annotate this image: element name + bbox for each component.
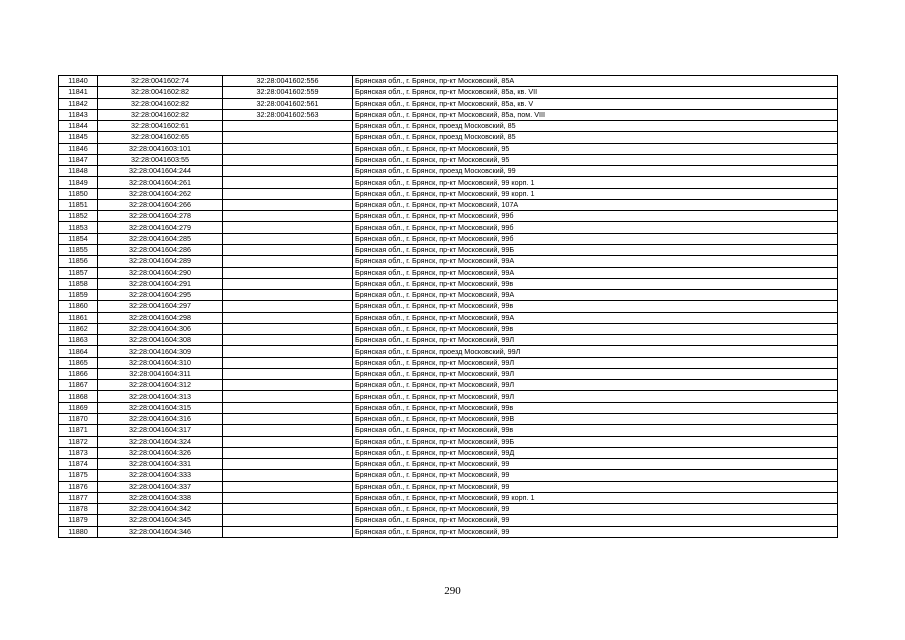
- table-row: [59, 481, 838, 492]
- table-row: [59, 357, 838, 368]
- address-cell: Брянская обл., г. Брянск, пр-кт Московский, 99А: [353, 256, 838, 267]
- parent-cadastral-number-cell: 32:28:0041602:561: [223, 98, 353, 109]
- cadastral-number-cell: 32:28:0041604:331: [98, 459, 223, 470]
- address-cell: Брянская обл., г. Брянск, пр-кт Московский, 99: [353, 470, 838, 481]
- table-row: [59, 188, 838, 199]
- parent-cadastral-number-cell: [223, 233, 353, 244]
- row-number-cell: 11857: [59, 267, 98, 278]
- parent-cadastral-number-cell: [223, 211, 353, 222]
- cadastral-number-cell: 32:28:0041604:291: [98, 278, 223, 289]
- parent-cadastral-number-cell: [223, 222, 353, 233]
- cadastral-number-cell: 32:28:0041604:326: [98, 447, 223, 458]
- parent-cadastral-number-cell: [223, 323, 353, 334]
- cadastral-number-cell: 32:28:0041604:312: [98, 380, 223, 391]
- table-row: [59, 312, 838, 323]
- parent-cadastral-number-cell: [223, 301, 353, 312]
- row-number-cell: 11862: [59, 323, 98, 334]
- cadastral-number-cell: 32:28:0041604:316: [98, 413, 223, 424]
- parent-cadastral-number-cell: [223, 357, 353, 368]
- table-row: [59, 244, 838, 255]
- table-row: [59, 199, 838, 210]
- table-row: [59, 222, 838, 233]
- parent-cadastral-number-cell: 32:28:0041602:563: [223, 109, 353, 120]
- parent-cadastral-number-cell: [223, 470, 353, 481]
- table-row: [59, 413, 838, 424]
- table-row: [59, 335, 838, 346]
- cadastral-number-cell: 32:28:0041604:338: [98, 492, 223, 503]
- table-row: [59, 143, 838, 154]
- row-number-cell: 11842: [59, 98, 98, 109]
- parent-cadastral-number-cell: [223, 143, 353, 154]
- table-row: [59, 132, 838, 143]
- address-cell: Брянская обл., г. Брянск, пр-кт Московский, 99б: [353, 211, 838, 222]
- parent-cadastral-number-cell: [223, 256, 353, 267]
- address-cell: Брянская обл., г. Брянск, проезд Московский, 85: [353, 121, 838, 132]
- address-cell: Брянская обл., г. Брянск, пр-кт Московский, 99б: [353, 222, 838, 233]
- parent-cadastral-number-cell: [223, 199, 353, 210]
- registry-table-body: [59, 76, 838, 538]
- row-number-cell: 11865: [59, 357, 98, 368]
- cadastral-number-cell: 32:28:0041604:285: [98, 233, 223, 244]
- parent-cadastral-number-cell: [223, 436, 353, 447]
- row-number-cell: 11856: [59, 256, 98, 267]
- row-number-cell: 11841: [59, 87, 98, 98]
- cadastral-number-cell: 32:28:0041604:297: [98, 301, 223, 312]
- address-cell: Брянская обл., г. Брянск, пр-кт Московский, 99в: [353, 323, 838, 334]
- address-cell: Брянская обл., г. Брянск, пр-кт Московский, 99: [353, 504, 838, 515]
- cadastral-number-cell: 32:28:0041604:310: [98, 357, 223, 368]
- row-number-cell: 11872: [59, 436, 98, 447]
- parent-cadastral-number-cell: [223, 166, 353, 177]
- parent-cadastral-number-cell: [223, 177, 353, 188]
- table-row: [59, 402, 838, 413]
- parent-cadastral-number-cell: [223, 346, 353, 357]
- row-number-cell: 11851: [59, 199, 98, 210]
- table-row: [59, 290, 838, 301]
- address-cell: Брянская обл., г. Брянск, пр-кт Московский, 99б: [353, 233, 838, 244]
- row-number-cell: 11855: [59, 244, 98, 255]
- row-number-cell: 11873: [59, 447, 98, 458]
- table-row: [59, 346, 838, 357]
- row-number-cell: 11845: [59, 132, 98, 143]
- row-number-cell: 11853: [59, 222, 98, 233]
- parent-cadastral-number-cell: [223, 244, 353, 255]
- row-number-cell: 11869: [59, 402, 98, 413]
- table-row: [59, 301, 838, 312]
- cadastral-number-cell: 32:28:0041604:290: [98, 267, 223, 278]
- table-row: [59, 76, 838, 87]
- parent-cadastral-number-cell: [223, 492, 353, 503]
- row-number-cell: 11861: [59, 312, 98, 323]
- address-cell: Брянская обл., г. Брянск, пр-кт Московский, 99: [353, 459, 838, 470]
- table-row: [59, 380, 838, 391]
- address-cell: Брянская обл., г. Брянск, проезд Московский, 85: [353, 132, 838, 143]
- address-cell: Брянская обл., г. Брянск, пр-кт Московский, 99в: [353, 402, 838, 413]
- row-number-cell: 11858: [59, 278, 98, 289]
- cadastral-number-cell: 32:28:0041602:65: [98, 132, 223, 143]
- row-number-cell: 11850: [59, 188, 98, 199]
- page-number: 290: [444, 585, 461, 597]
- cadastral-number-cell: 32:28:0041602:61: [98, 121, 223, 132]
- parent-cadastral-number-cell: 32:28:0041602:556: [223, 76, 353, 87]
- address-cell: Брянская обл., г. Брянск, пр-кт Московский, 99в: [353, 301, 838, 312]
- address-cell: Брянская обл., г. Брянск, пр-кт Московский, 99Л: [353, 335, 838, 346]
- address-cell: Брянская обл., г. Брянск, пр-кт Московский, 99: [353, 515, 838, 526]
- table-row: [59, 425, 838, 436]
- cadastral-number-cell: 32:28:0041604:309: [98, 346, 223, 357]
- table-row: [59, 177, 838, 188]
- address-cell: Брянская обл., г. Брянск, пр-кт Московский, 95: [353, 143, 838, 154]
- address-cell: Брянская обл., г. Брянск, пр-кт Московский, 99А: [353, 290, 838, 301]
- parent-cadastral-number-cell: [223, 267, 353, 278]
- table-row: [59, 459, 838, 470]
- parent-cadastral-number-cell: [223, 447, 353, 458]
- address-cell: Брянская обл., г. Брянск, пр-кт Московский, 85а, кв. VII: [353, 87, 838, 98]
- parent-cadastral-number-cell: [223, 368, 353, 379]
- cadastral-number-cell: 32:28:0041603:101: [98, 143, 223, 154]
- cadastral-number-cell: 32:28:0041604:306: [98, 323, 223, 334]
- row-number-cell: 11868: [59, 391, 98, 402]
- row-number-cell: 11877: [59, 492, 98, 503]
- row-number-cell: 11852: [59, 211, 98, 222]
- cadastral-number-cell: 32:28:0041604:286: [98, 244, 223, 255]
- row-number-cell: 11843: [59, 109, 98, 120]
- address-cell: Брянская обл., г. Брянск, пр-кт Московский, 99 корп. 1: [353, 188, 838, 199]
- cadastral-number-cell: 32:28:0041604:295: [98, 290, 223, 301]
- table-row: [59, 154, 838, 165]
- address-cell: Брянская обл., г. Брянск, пр-кт Московский, 99А: [353, 267, 838, 278]
- address-cell: Брянская обл., г. Брянск, пр-кт Московский, 85а, кв. V: [353, 98, 838, 109]
- address-cell: Брянская обл., г. Брянск, пр-кт Московский, 99А: [353, 312, 838, 323]
- row-number-cell: 11876: [59, 481, 98, 492]
- row-number-cell: 11880: [59, 526, 98, 537]
- cadastral-number-cell: 32:28:0041604:346: [98, 526, 223, 537]
- cadastral-number-cell: 32:28:0041604:317: [98, 425, 223, 436]
- row-number-cell: 11840: [59, 76, 98, 87]
- cadastral-number-cell: 32:28:0041602:82: [98, 98, 223, 109]
- table-row: [59, 504, 838, 515]
- row-number-cell: 11854: [59, 233, 98, 244]
- row-number-cell: 11849: [59, 177, 98, 188]
- parent-cadastral-number-cell: 32:28:0041602:559: [223, 87, 353, 98]
- table-row: [59, 278, 838, 289]
- row-number-cell: 11874: [59, 459, 98, 470]
- parent-cadastral-number-cell: [223, 425, 353, 436]
- parent-cadastral-number-cell: [223, 515, 353, 526]
- cadastral-number-cell: 32:28:0041602:82: [98, 109, 223, 120]
- row-number-cell: 11844: [59, 121, 98, 132]
- address-cell: Брянская обл., г. Брянск, пр-кт Московский, 99 корп. 1: [353, 177, 838, 188]
- address-cell: Брянская обл., г. Брянск, пр-кт Московский, 99Л: [353, 357, 838, 368]
- row-number-cell: 11875: [59, 470, 98, 481]
- parent-cadastral-number-cell: [223, 312, 353, 323]
- table-row: [59, 515, 838, 526]
- cadastral-number-cell: 32:28:0041604:244: [98, 166, 223, 177]
- address-cell: Брянская обл., г. Брянск, пр-кт Московский, 99: [353, 526, 838, 537]
- address-cell: Брянская обл., г. Брянск, пр-кт Московский, 85А: [353, 76, 838, 87]
- table-row: [59, 233, 838, 244]
- row-number-cell: 11871: [59, 425, 98, 436]
- table-row: [59, 121, 838, 132]
- address-cell: Брянская обл., г. Брянск, пр-кт Московский, 107А: [353, 199, 838, 210]
- address-cell: Брянская обл., г. Брянск, пр-кт Московский, 99Л: [353, 368, 838, 379]
- table-row: [59, 109, 838, 120]
- cadastral-number-cell: 32:28:0041604:262: [98, 188, 223, 199]
- table-row: [59, 323, 838, 334]
- address-cell: Брянская обл., г. Брянск, пр-кт Московский, 99 корп. 1: [353, 492, 838, 503]
- row-number-cell: 11846: [59, 143, 98, 154]
- cadastral-number-cell: 32:28:0041604:315: [98, 402, 223, 413]
- address-cell: Брянская обл., г. Брянск, пр-кт Московский, 99: [353, 481, 838, 492]
- parent-cadastral-number-cell: [223, 504, 353, 515]
- table-row: [59, 87, 838, 98]
- address-cell: Брянская обл., г. Брянск, пр-кт Московский, 99Л: [353, 391, 838, 402]
- parent-cadastral-number-cell: [223, 132, 353, 143]
- parent-cadastral-number-cell: [223, 290, 353, 301]
- address-cell: Брянская обл., г. Брянск, пр-кт Московский, 99Б: [353, 436, 838, 447]
- cadastral-number-cell: 32:28:0041602:74: [98, 76, 223, 87]
- address-cell: Брянская обл., г. Брянск, пр-кт Московский, 85а, пом. VIII: [353, 109, 838, 120]
- parent-cadastral-number-cell: [223, 121, 353, 132]
- address-cell: Брянская обл., г. Брянск, пр-кт Московский, 99В: [353, 413, 838, 424]
- cadastral-number-cell: 32:28:0041604:298: [98, 312, 223, 323]
- address-cell: Брянская обл., г. Брянск, пр-кт Московский, 99Л: [353, 380, 838, 391]
- table-row: [59, 211, 838, 222]
- row-number-cell: 11878: [59, 504, 98, 515]
- cadastral-number-cell: 32:28:0041604:308: [98, 335, 223, 346]
- parent-cadastral-number-cell: [223, 459, 353, 470]
- row-number-cell: 11867: [59, 380, 98, 391]
- row-number-cell: 11847: [59, 154, 98, 165]
- row-number-cell: 11859: [59, 290, 98, 301]
- table-row: [59, 267, 838, 278]
- row-number-cell: 11860: [59, 301, 98, 312]
- cadastral-number-cell: 32:28:0041604:337: [98, 481, 223, 492]
- table-row: [59, 492, 838, 503]
- address-cell: Брянская обл., г. Брянск, пр-кт Московский, 99Б: [353, 244, 838, 255]
- table-row: [59, 526, 838, 537]
- cadastral-number-cell: 32:28:0041604:261: [98, 177, 223, 188]
- parent-cadastral-number-cell: [223, 154, 353, 165]
- table-row: [59, 368, 838, 379]
- parent-cadastral-number-cell: [223, 402, 353, 413]
- parent-cadastral-number-cell: [223, 413, 353, 424]
- parent-cadastral-number-cell: [223, 391, 353, 402]
- parent-cadastral-number-cell: [223, 380, 353, 391]
- table-row: [59, 166, 838, 177]
- address-cell: Брянская обл., г. Брянск, проезд Московский, 99Л: [353, 346, 838, 357]
- cadastral-number-cell: 32:28:0041604:342: [98, 504, 223, 515]
- cadastral-number-cell: 32:28:0041602:82: [98, 87, 223, 98]
- cadastral-number-cell: 32:28:0041604:311: [98, 368, 223, 379]
- cadastral-number-cell: 32:28:0041603:55: [98, 154, 223, 165]
- table-row: [59, 436, 838, 447]
- cadastral-number-cell: 32:28:0041604:333: [98, 470, 223, 481]
- table-row: [59, 391, 838, 402]
- row-number-cell: 11848: [59, 166, 98, 177]
- row-number-cell: 11879: [59, 515, 98, 526]
- address-cell: Брянская обл., г. Брянск, пр-кт Московский, 99в: [353, 278, 838, 289]
- row-number-cell: 11870: [59, 413, 98, 424]
- cadastral-number-cell: 32:28:0041604:324: [98, 436, 223, 447]
- cadastral-number-cell: 32:28:0041604:266: [98, 199, 223, 210]
- address-cell: Брянская обл., г. Брянск, пр-кт Московский, 99в: [353, 425, 838, 436]
- cadastral-number-cell: 32:28:0041604:279: [98, 222, 223, 233]
- table-row: [59, 98, 838, 109]
- address-cell: Брянская обл., г. Брянск, проезд Московский, 99: [353, 166, 838, 177]
- row-number-cell: 11866: [59, 368, 98, 379]
- cadastral-number-cell: 32:28:0041604:313: [98, 391, 223, 402]
- cadastral-number-cell: 32:28:0041604:289: [98, 256, 223, 267]
- parent-cadastral-number-cell: [223, 526, 353, 537]
- parent-cadastral-number-cell: [223, 278, 353, 289]
- cadastral-number-cell: 32:28:0041604:345: [98, 515, 223, 526]
- table-row: [59, 447, 838, 458]
- parent-cadastral-number-cell: [223, 188, 353, 199]
- cadastral-number-cell: 32:28:0041604:278: [98, 211, 223, 222]
- table-row: [59, 256, 838, 267]
- address-cell: Брянская обл., г. Брянск, пр-кт Московский, 99Д: [353, 447, 838, 458]
- row-number-cell: 11864: [59, 346, 98, 357]
- row-number-cell: 11863: [59, 335, 98, 346]
- parent-cadastral-number-cell: [223, 335, 353, 346]
- parent-cadastral-number-cell: [223, 481, 353, 492]
- table-row: [59, 470, 838, 481]
- address-cell: Брянская обл., г. Брянск, пр-кт Московский, 95: [353, 154, 838, 165]
- registry-table: [58, 75, 838, 538]
